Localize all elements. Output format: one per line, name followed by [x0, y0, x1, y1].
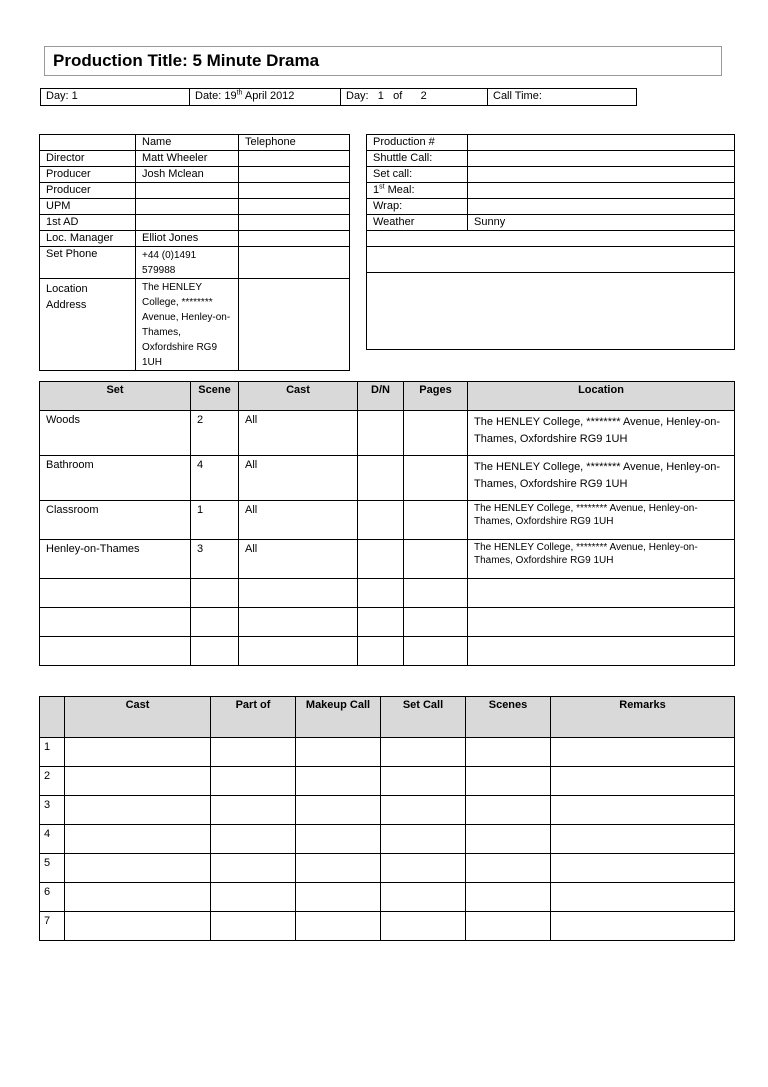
crew-role: Producer: [40, 167, 136, 183]
crew-phone[interactable]: [239, 151, 350, 167]
col-dn: D/N: [358, 382, 404, 411]
cast-cell[interactable]: [211, 825, 296, 854]
info-row: [367, 231, 735, 247]
scene-number[interactable]: 4: [191, 456, 239, 501]
call-time-cell: Call Time:: [493, 90, 542, 102]
cast-cell[interactable]: [551, 854, 735, 883]
empty-cell[interactable]: [358, 579, 404, 608]
crew-name[interactable]: [136, 183, 239, 199]
crew-name[interactable]: Elliot Jones: [136, 231, 239, 247]
scene-row: [40, 540, 735, 579]
col-remarks: Remarks: [551, 697, 735, 738]
scene-pages[interactable]: [404, 540, 468, 579]
info-row: [367, 247, 735, 273]
cast-cell[interactable]: [65, 796, 211, 825]
day-cell: Day: 1: [41, 89, 190, 105]
day-of-cell: Day: 1 of 2: [341, 89, 488, 105]
cast-cell[interactable]: [211, 883, 296, 912]
scene-number[interactable]: 1: [191, 501, 239, 540]
cast-cell[interactable]: [65, 825, 211, 854]
crew-phone[interactable]: [239, 279, 350, 371]
cast-cell[interactable]: [466, 825, 551, 854]
crew-header-telephone: Telephone: [239, 135, 350, 151]
empty-cell[interactable]: [239, 608, 358, 637]
cast-cell[interactable]: [65, 738, 211, 767]
col-scenes: Scenes: [466, 697, 551, 738]
scene-number[interactable]: 2: [191, 411, 239, 456]
scenes-header-row: [40, 382, 735, 411]
cast-row: [40, 796, 735, 825]
scene-cast[interactable]: All: [239, 411, 358, 456]
crew-phone[interactable]: [239, 247, 350, 279]
shuttle-call-label: Shuttle Call:: [367, 151, 468, 167]
crew-role: UPM: [40, 199, 136, 215]
scene-cast[interactable]: All: [239, 540, 358, 579]
crew-phone[interactable]: [239, 231, 350, 247]
wrap-label: Wrap:: [367, 199, 468, 215]
crew-row: [40, 215, 350, 231]
scene-dn[interactable]: [358, 540, 404, 579]
empty-cell[interactable]: [358, 637, 404, 666]
crew-phone[interactable]: [239, 167, 350, 183]
cast-cell[interactable]: [211, 912, 296, 941]
info-row: [367, 135, 735, 151]
scene-pages[interactable]: [404, 456, 468, 501]
cast-cell[interactable]: [381, 767, 466, 796]
production-number-value[interactable]: [468, 135, 735, 151]
crew-phone[interactable]: [239, 183, 350, 199]
crew-row: [40, 183, 350, 199]
empty-cell[interactable]: [404, 608, 468, 637]
cast-row-number: 6: [40, 883, 65, 912]
cast-row: [40, 912, 735, 941]
scene-row-empty: [40, 608, 735, 637]
col-location: Location: [468, 382, 735, 411]
cast-header-row: [40, 697, 735, 738]
cast-cell[interactable]: [551, 883, 735, 912]
empty-cell[interactable]: [191, 637, 239, 666]
scene-set[interactable]: Classroom: [40, 501, 191, 540]
weather-value[interactable]: Sunny: [468, 215, 735, 231]
crew-role: Director: [40, 151, 136, 167]
scene-row: [40, 501, 735, 540]
scene-number[interactable]: 3: [191, 540, 239, 579]
meal-suffix: Meal:: [384, 184, 415, 196]
production-info-table: [366, 134, 735, 350]
info-row: [367, 199, 735, 215]
scene-row-empty: [40, 579, 735, 608]
empty-cell[interactable]: [468, 608, 735, 637]
cast-row-number: 1: [40, 738, 65, 767]
weather-label: Weather: [367, 215, 468, 231]
col-set: Set: [40, 382, 191, 411]
cast-cell[interactable]: [466, 767, 551, 796]
empty-cell[interactable]: [40, 608, 191, 637]
cast-cell[interactable]: [296, 796, 381, 825]
cast-row-number: 4: [40, 825, 65, 854]
production-title: Production Title: 5 Minute Drama: [44, 46, 722, 76]
empty-cell[interactable]: [191, 608, 239, 637]
info-row: [367, 273, 735, 350]
empty-cell[interactable]: [191, 579, 239, 608]
crew-name[interactable]: Josh Mclean: [136, 167, 239, 183]
empty-cell[interactable]: [404, 637, 468, 666]
cast-row: [40, 854, 735, 883]
scene-row: [40, 456, 735, 501]
crew-row: [40, 247, 350, 279]
meal-value[interactable]: [468, 183, 735, 199]
info-blank-cell[interactable]: [367, 273, 735, 350]
cast-cell[interactable]: [211, 767, 296, 796]
cast-cell[interactable]: [296, 825, 381, 854]
crew-name[interactable]: The HENLEY College, ******** Avenue, Henley-on-Thames, Oxfordshire RG9 1UH: [136, 279, 239, 371]
cast-cell[interactable]: [211, 796, 296, 825]
crew-table: [39, 134, 350, 371]
cast-cell[interactable]: [551, 912, 735, 941]
date-cell: [190, 89, 341, 105]
crew-row: [40, 151, 350, 167]
cast-row: [40, 825, 735, 854]
scene-dn[interactable]: [358, 411, 404, 456]
scene-row-empty: [40, 637, 735, 666]
cast-cell[interactable]: [65, 912, 211, 941]
crew-phone[interactable]: [239, 215, 350, 231]
scene-set[interactable]: Woods: [40, 411, 191, 456]
info-blank-cell[interactable]: [367, 247, 735, 273]
cast-cell[interactable]: [65, 767, 211, 796]
cast-cell[interactable]: [65, 854, 211, 883]
col-cast-name: Cast: [65, 697, 211, 738]
production-number-label: Production #: [367, 135, 468, 151]
col-set-call: Set Call: [381, 697, 466, 738]
scene-location[interactable]: The HENLEY College, ******** Avenue, Henley-on-Thames, Oxfordshire RG9 1UH: [468, 411, 735, 456]
scene-pages[interactable]: [404, 501, 468, 540]
info-row: [367, 167, 735, 183]
empty-cell[interactable]: [40, 579, 191, 608]
cast-row: [40, 883, 735, 912]
crew-role: Loc. Manager: [40, 231, 136, 247]
cast-cell[interactable]: [381, 883, 466, 912]
meal-sup: st: [379, 183, 385, 191]
cast-cell[interactable]: [296, 854, 381, 883]
scene-pages[interactable]: [404, 411, 468, 456]
set-call-value[interactable]: [468, 167, 735, 183]
cast-cell[interactable]: [466, 883, 551, 912]
info-row: [367, 151, 735, 167]
cast-cell[interactable]: [551, 825, 735, 854]
crew-name[interactable]: [136, 215, 239, 231]
cast-row-number: 2: [40, 767, 65, 796]
cast-cell[interactable]: [551, 767, 735, 796]
date-prefix: Date: 19: [195, 90, 237, 102]
col-part-of: Part of: [211, 697, 296, 738]
cast-cell[interactable]: [466, 912, 551, 941]
cast-cell[interactable]: [551, 796, 735, 825]
info-row: [367, 215, 735, 231]
scene-row: [40, 411, 735, 456]
empty-cell[interactable]: [404, 579, 468, 608]
empty-cell[interactable]: [239, 579, 358, 608]
wrap-value[interactable]: [468, 199, 735, 215]
crew-role: 1st AD: [40, 215, 136, 231]
col-number: [40, 697, 65, 738]
scene-location[interactable]: The HENLEY College, ******** Avenue, Henley-on-Thames, Oxfordshire RG9 1UH: [468, 501, 735, 540]
empty-cell[interactable]: [239, 637, 358, 666]
cast-cell[interactable]: [381, 796, 466, 825]
shuttle-call-value[interactable]: [468, 151, 735, 167]
scene-cast[interactable]: All: [239, 501, 358, 540]
crew-row: [40, 279, 350, 371]
col-cast: Cast: [239, 382, 358, 411]
crew-header-row: [40, 135, 350, 151]
cast-cell[interactable]: [381, 912, 466, 941]
cast-cell[interactable]: [296, 738, 381, 767]
crew-name[interactable]: [136, 199, 239, 215]
cast-cell[interactable]: [381, 738, 466, 767]
crew-role: Set Phone: [40, 247, 136, 279]
date-sup: th: [236, 89, 243, 97]
meal-label: [367, 183, 468, 199]
crew-name[interactable]: Matt Wheeler: [136, 151, 239, 167]
crew-phone[interactable]: [239, 199, 350, 215]
scene-set[interactable]: Henley-on-Thames: [40, 540, 191, 579]
cast-cell[interactable]: [381, 825, 466, 854]
cast-cell[interactable]: [551, 738, 735, 767]
cast-cell[interactable]: [296, 767, 381, 796]
crew-role: Location Address: [40, 279, 136, 371]
empty-cell[interactable]: [358, 608, 404, 637]
cast-cell[interactable]: [466, 854, 551, 883]
scene-dn[interactable]: [358, 456, 404, 501]
cast-cell[interactable]: [211, 738, 296, 767]
set-call-label: Set call:: [367, 167, 468, 183]
scene-set[interactable]: Bathroom: [40, 456, 191, 501]
empty-cell[interactable]: [40, 637, 191, 666]
empty-cell[interactable]: [468, 579, 735, 608]
cast-cell[interactable]: [296, 883, 381, 912]
col-scene: Scene: [191, 382, 239, 411]
scene-location[interactable]: The HENLEY College, ******** Avenue, Henley-on-Thames, Oxfordshire RG9 1UH: [468, 540, 735, 579]
empty-cell[interactable]: [468, 637, 735, 666]
cast-row-number: 5: [40, 854, 65, 883]
scenes-table: [39, 381, 735, 666]
col-pages: Pages: [404, 382, 468, 411]
scene-location[interactable]: The HENLEY College, ******** Avenue, Henley-on-Thames, Oxfordshire RG9 1UH: [468, 456, 735, 501]
crew-row: [40, 199, 350, 215]
scene-dn[interactable]: [358, 501, 404, 540]
crew-role: Producer: [40, 183, 136, 199]
cast-row-number: 7: [40, 912, 65, 941]
cast-row: [40, 767, 735, 796]
info-row: [367, 183, 735, 199]
day-info-row: [40, 88, 637, 106]
meal-prefix: 1: [373, 184, 380, 196]
scene-cast[interactable]: All: [239, 456, 358, 501]
cast-row-number: 3: [40, 796, 65, 825]
cast-cell[interactable]: [296, 912, 381, 941]
date-suffix: April 2012: [242, 90, 295, 102]
cast-row: [40, 738, 735, 767]
cast-cell[interactable]: [65, 883, 211, 912]
crew-header-role: [40, 135, 136, 151]
info-blank-cell[interactable]: [367, 231, 735, 247]
crew-row: [40, 231, 350, 247]
crew-row: [40, 167, 350, 183]
cast-cell[interactable]: [466, 738, 551, 767]
cast-table: [39, 696, 735, 941]
cast-cell[interactable]: [381, 854, 466, 883]
col-makeup-call: Makeup Call: [296, 697, 381, 738]
cast-cell[interactable]: [466, 796, 551, 825]
crew-name[interactable]: +44 (0)1491 579988: [136, 247, 239, 279]
crew-header-name: Name: [136, 135, 239, 151]
cast-cell[interactable]: [211, 854, 296, 883]
